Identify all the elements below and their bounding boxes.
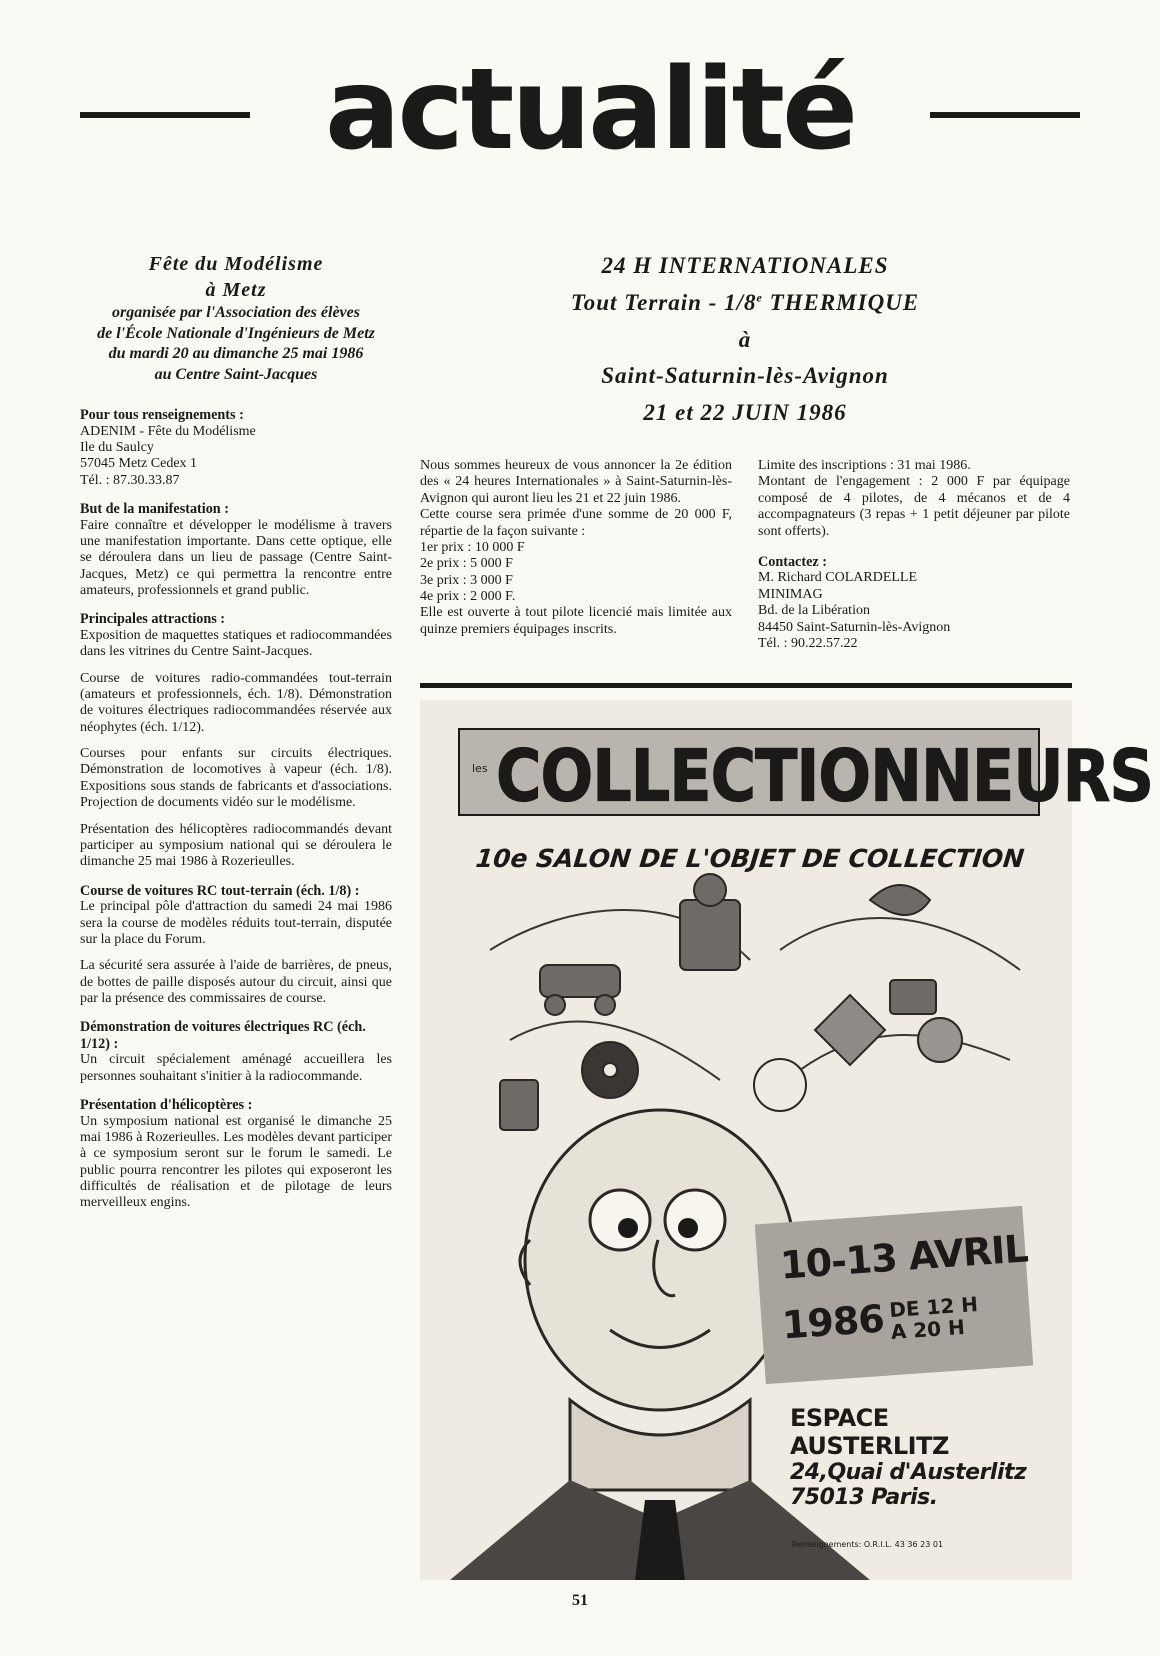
poster-year: 1986 [780,1296,886,1348]
metz-heading-line: à Metz [205,278,267,301]
poster-title-band [458,728,1154,818]
page-number: 51 [572,1592,588,1609]
info-line: Ile du Saulcy [80,439,154,455]
demo-section [80,1019,392,1085]
race-heading-line: Saint-Saturnin-lès-Avignon [601,363,889,389]
paragraph: Le principal pôle d'attraction du samedi 24 mai 1986 sera la course de modèles réduits tout-terrain, disputée sur la place du Forum. [80,899,392,947]
but-section [80,501,392,599]
paragraph: Un circuit spécialement aménagé accueillera les personnes souhaitant s'initier à la radiocommande. [80,1052,392,1084]
prize-item: 3e prix : 3 000 F [420,572,513,588]
poster-title: COLLECTIONNEURS [496,734,1154,818]
paragraph: Présentation des hélicoptères radiocommandés devant participer au symposium national qui se déroulera le dimanche 25 mai 1986 à Rozerieulles. [80,821,392,870]
race-heading-sup: e [756,290,763,305]
race-heading-line [415,285,1075,322]
race-heading-line: 21 et 22 JUIN 1986 [643,400,847,426]
collector-poster [420,700,1154,1580]
race-heading [415,248,1075,432]
poster-hours [889,1293,981,1343]
paragraph: Course de voitures radio-commandées tout-terrain (amateurs et professionnels, éch. 1/8). Démonstration de voitures électriques radiocommandées réservée aux néophytes (éch. 1/12). [80,670,392,735]
paragraph: Nous sommes heureux de vous annoncer la 2e édition des « 24 heures Internationales » à Saint-Saturnin-lès-Avignon qui auront lieu les 21 et 22 juin 1986. [420,458,732,506]
race-heading-line: à [738,326,752,352]
poster-dates: 10-13 AVRIL [778,1226,1029,1288]
contact-line: Bd. de la Libération [758,603,870,619]
poster-venue [790,1405,1026,1511]
poster-divider [420,683,1072,688]
section-title: Présentation d'hélicoptères : [80,1097,253,1114]
section-title: But de la manifestation : [80,501,229,518]
section-title: Démonstration de voitures électriques RC (éch. 1/12) : [80,1019,366,1052]
venue-street: 24,Quai d'Austerlitz [790,1460,1027,1486]
metz-heading-line: du mardi 20 au dimanche 25 mai 1986 [108,345,364,363]
contact-line: 84450 Saint-Saturnin-lès-Avignon [758,619,951,635]
poster-info: Renseignements: O.R.I.L. 43 36 23 01 [792,1540,944,1549]
race-heading-part: THERMIQUE [762,289,920,315]
paragraph: Montant de l'engagement : 2 000 F par équipage composé de 4 pilotes, de 4 mécanos et de 4 accompagnateurs (3 repas + 1 petit déjeuner par pilote sont offerts). [758,474,1070,539]
prize-list [420,540,732,606]
paragraph: Exposition de maquettes statiques et radiocommandées dans les vitrines du Centre Saint-Jacques. [80,627,392,660]
metz-heading-line: de l'École Nationale d'Ingénieurs de Metz [97,324,375,342]
info-section [80,407,392,489]
attractions-section [80,611,392,870]
venue-line: AUSTERLITZ [790,1431,949,1460]
poster-hours-line: DE 12 H [888,1291,979,1323]
race-column-right [758,458,1070,652]
venue-city: 75013 Paris. [790,1485,938,1511]
paragraph: Faire connaître et développer le modélisme à travers une manifestation importante. Dans cette optique, elle se déroulera dans un lieu de passage (Centre Saint-Jacques, Metz) ce qui permettra la rencontre entre amateurs, professionnels et grand public. [80,517,392,598]
course-section [80,883,392,1008]
paragraph: Cette course sera primée d'une somme de 20 000 F, répartie de la façon suivante : [420,507,732,539]
prize-item: 2e prix : 5 000 F [420,556,513,572]
race-heading-line: 24 H INTERNATIONALES [601,253,889,278]
prize-item: 1er prix : 10 000 F [420,539,525,555]
left-column [80,252,392,1224]
paragraph: Courses pour enfants sur circuits électriques. Démonstration de locomotives à vapeur (éch. 1/8). Expositions sous stands de fabricants et d'associations. Projection de documents vidéo sur le modélisme. [80,746,392,811]
metz-heading-line: Fête du Modélisme [148,253,324,275]
paragraph: Un symposium national est organisé le dimanche 25 mai 1986 à Rozerieulles. Les modèles devant participer à ce symposium seront sur le forum le samedi. Le public pourra rencontrer les pilotes qui exposeront les difficultés de réalisation et de pilotage de leurs merveilleux engins. [80,1113,392,1211]
contact-line: M. Richard COLARDELLE [758,570,918,586]
section-title: Course de voitures RC tout-terrain (éch. 1/8) : [80,882,360,899]
section-title: Principales attractions : [80,611,225,628]
metz-heading-line: organisée par l'Association des élèves [112,304,360,322]
info-line: ADENIM - Fête du Modélisme [80,423,256,439]
masthead-rule-right [930,112,1080,118]
poster-les: les [472,762,488,775]
masthead-rule-left [80,112,250,118]
info-line: 57045 Metz Cedex 1 [80,456,198,472]
section-title: Contactez : [758,553,827,570]
contact-line: Tél. : 90.22.57.22 [758,635,858,651]
race-column-left [420,458,732,638]
paragraph: Limite des inscriptions : 31 mai 1986. [758,458,971,473]
venue-line: ESPACE [790,1404,889,1432]
paragraph: Elle est ouverte à tout pilote licencié mais limitée aux quinze premiers équipages inscrits. [420,605,732,637]
section-title: Pour tous renseignements : [80,407,244,424]
contact-lines [758,570,1070,652]
metz-heading [80,252,392,385]
paragraph: La sécurité sera assurée à l'aide de barrières, de pneus, de bottes de paille disposés autour du circuit, ainsi que par la présence des commissaires de course. [80,958,392,1007]
helico-section [80,1097,392,1212]
info-lines [80,424,392,490]
poster-hours-line: A 20 H [890,1314,966,1345]
contact-line: MINIMAG [758,586,823,602]
masthead-title: actualité [324,45,856,175]
poster-salon: 10e SALON DE L'OBJET DE COLLECTION [474,844,1026,873]
metz-heading-line: au Centre Saint-Jacques [154,365,318,383]
info-line: Tél. : 87.30.33.87 [80,472,180,488]
prize-item: 4e prix : 2 000 F. [420,589,516,604]
race-heading-part: Tout Terrain - 1/8 [570,289,757,315]
masthead [80,45,1080,175]
